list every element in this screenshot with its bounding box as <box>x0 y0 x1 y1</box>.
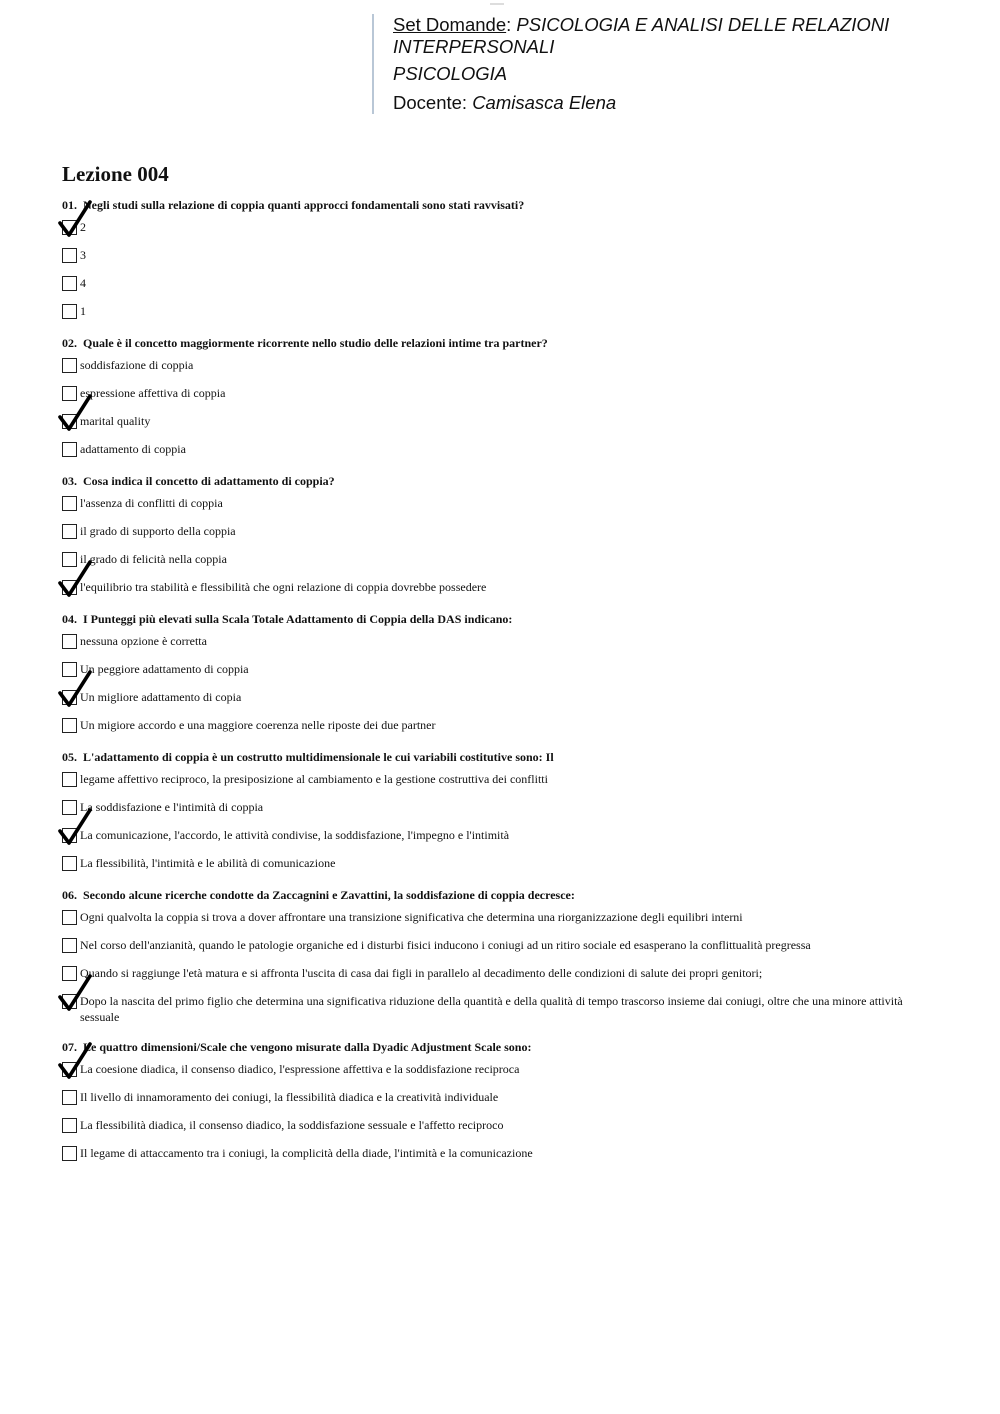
question-block <box>62 196 942 321</box>
answer-option-label: l'equilibrio tra stabilità e flessibilità che ogni relazione di coppia dovrebbe possedere <box>80 580 487 594</box>
answer-option-label: La coesione diadica, il consenso diadico, l'espressione affettiva e la soddisfazione reciproca <box>80 1062 520 1076</box>
question-block <box>62 334 942 459</box>
answer-option[interactable] <box>62 827 942 845</box>
answer-option[interactable] <box>62 413 942 431</box>
answer-checkbox[interactable] <box>62 524 77 539</box>
answer-option-label: il grado di supporto della coppia <box>80 524 236 538</box>
answer-option-label: Il livello di innamoramento dei coniugi, la flessibilità diadica e la creatività individuale <box>80 1090 499 1104</box>
answer-checkbox[interactable] <box>62 358 77 373</box>
answer-checkbox[interactable] <box>62 304 77 319</box>
answer-checkbox[interactable] <box>62 910 77 925</box>
question-prompt: Cosa indica il concetto di adattamento di coppia? <box>83 474 335 488</box>
answer-checkbox[interactable] <box>62 496 77 511</box>
answer-option-label: soddisfazione di coppia <box>80 358 194 372</box>
question-number: 02. <box>62 336 77 350</box>
answer-checkbox[interactable] <box>62 276 77 291</box>
answer-option-label: l'assenza di conflitti di coppia <box>80 496 223 510</box>
question-prompt: Negli studi sulla relazione di coppia quanti approcci fondamentali sono stati ravvisati? <box>83 198 525 212</box>
subject-area: PSICOLOGIA <box>393 63 508 84</box>
answer-option[interactable] <box>62 993 942 1025</box>
answer-checkbox[interactable] <box>62 1062 77 1077</box>
answer-checkbox[interactable] <box>62 690 77 705</box>
answer-checkbox[interactable] <box>62 856 77 871</box>
question-prompt: L'adattamento di coppia è un costrutto multidimensionale le cui variabili costitutive sono: Il <box>83 750 554 764</box>
question-number: 06. <box>62 888 77 902</box>
answer-option-label: Un migliore adattamento di copia <box>80 690 242 704</box>
answer-option-label: Quando si raggiunge l'età matura e si affronta l'uscita di casa dai figli in parallelo al decadimento delle condizioni di salute dei propri genitori; <box>80 966 763 980</box>
question-number: 03. <box>62 474 77 488</box>
answer-option-label: La comunicazione, l'accordo, le attività condivise, la soddisfazione, l'impegno e l'intimità <box>80 828 510 842</box>
answer-checkbox[interactable] <box>62 386 77 401</box>
question-block <box>62 748 942 873</box>
answer-checkbox[interactable] <box>62 662 77 677</box>
answer-checkbox[interactable] <box>62 800 77 815</box>
answer-option[interactable] <box>62 1061 942 1079</box>
question-prompt: Secondo alcune ricerche condotte da Zaccagnini e Zavattini, la soddisfazione di coppia decresce: <box>83 888 575 902</box>
question-text <box>62 472 942 490</box>
answer-option-label: il grado di felicità nella coppia <box>80 552 227 566</box>
answer-option-label: Un migiore accordo e una maggiore coerenza nelle riposte dei due partner <box>80 718 436 732</box>
answer-option[interactable] <box>62 495 942 513</box>
answer-option-label: La flessibilità, l'intimità e le abilità di comunicazione <box>80 856 336 870</box>
teacher-name: Camisasca Elena <box>472 92 617 113</box>
answer-option[interactable] <box>62 579 942 597</box>
question-prompt: Le quattro dimensioni/Scale che vengono misurate dalla Dyadic Adjustment Scale sono: <box>83 1040 532 1054</box>
answer-option[interactable] <box>62 855 942 873</box>
question-text <box>62 748 942 766</box>
answer-option-label: Un peggiore adattamento di coppia <box>80 662 249 676</box>
question-prompt: I Punteggi più elevati sulla Scala Totale Adattamento di Coppia della DAS indicano: <box>83 612 513 626</box>
set-colon: : <box>506 14 517 35</box>
answer-checkbox[interactable] <box>62 580 77 595</box>
answer-checkbox[interactable] <box>62 414 77 429</box>
question-text <box>62 610 942 628</box>
teacher-label: Docente: <box>393 92 473 113</box>
answer-option[interactable] <box>62 1089 942 1107</box>
question-list <box>62 196 942 1176</box>
answer-option-label: Ogni qualvolta la coppia si trova a dover affrontare una transizione significativa che determina una riorganizzazione degli equilibri interni <box>80 910 743 924</box>
answer-option[interactable] <box>62 1145 942 1163</box>
subject-name: PSICOLOGIA E ANALISI DELLE RELAZIONI INTERPERSONALI <box>393 14 890 57</box>
answer-option-label: nessuna opzione è corretta <box>80 634 207 648</box>
document-header <box>372 14 993 114</box>
answer-option-label: adattamento di coppia <box>80 442 186 456</box>
answer-option[interactable] <box>62 909 942 927</box>
answer-checkbox[interactable] <box>62 1090 77 1105</box>
answer-option[interactable] <box>62 551 942 569</box>
answer-option-label: La soddisfazione e l'intimità di coppia <box>80 800 264 814</box>
question-block <box>62 1038 942 1163</box>
question-text <box>62 886 942 904</box>
answer-option-label: 1 <box>80 304 86 318</box>
answer-checkbox[interactable] <box>62 248 77 263</box>
answer-checkbox[interactable] <box>62 994 77 1009</box>
answer-option[interactable] <box>62 247 942 265</box>
answer-checkbox[interactable] <box>62 552 77 567</box>
answer-option-label: La flessibilità diadica, il consenso diadico, la soddisfazione sessuale e l'affetto reciproco <box>80 1118 504 1132</box>
set-title <box>393 14 993 58</box>
answer-option[interactable] <box>62 717 942 735</box>
answer-checkbox[interactable] <box>62 828 77 843</box>
set-label: Set Domande <box>393 14 507 35</box>
answer-option[interactable] <box>62 523 942 541</box>
answer-option-label: Nel corso dell'anzianità, quando le patologie organiche ed i disturbi fisici inducono i coniugi ad un ritiro sociale ed esasperano la conflittualità pregressa <box>80 938 811 952</box>
answer-option[interactable] <box>62 1117 942 1135</box>
question-number: 04. <box>62 612 77 626</box>
answer-option[interactable] <box>62 275 942 293</box>
answer-option-label: Dopo la nascita del primo figlio che determina una significativa riduzione della quantità e della qualità di tempo trascorso insieme dai coniugi, oltre che una minore attività sessuale <box>80 994 903 1024</box>
answer-checkbox[interactable] <box>62 1118 77 1133</box>
question-prompt: Quale è il concetto maggiormente ricorrente nello studio delle relazioni intime tra partner? <box>83 336 548 350</box>
question-block <box>62 472 942 597</box>
answer-option[interactable] <box>62 771 942 789</box>
answer-checkbox[interactable] <box>62 220 77 235</box>
answer-option-label: marital quality <box>80 414 151 428</box>
top-marker <box>490 3 504 5</box>
answer-option-label: 3 <box>80 248 86 262</box>
answer-option[interactable] <box>62 689 942 707</box>
answer-option-label: 4 <box>80 276 86 290</box>
answer-option[interactable] <box>62 357 942 375</box>
question-number: 01. <box>62 198 77 212</box>
question-block <box>62 610 942 735</box>
question-text <box>62 334 942 352</box>
answer-checkbox[interactable] <box>62 718 77 733</box>
answer-option[interactable] <box>62 385 942 403</box>
question-number: 07. <box>62 1040 77 1054</box>
answer-checkbox[interactable] <box>62 966 77 981</box>
answer-checkbox[interactable] <box>62 772 77 787</box>
answer-option-label: Il legame di attaccamento tra i coniugi, la complicità della diade, l'intimità e la comunicazione <box>80 1146 533 1160</box>
answer-option[interactable] <box>62 633 942 651</box>
answer-option[interactable] <box>62 219 942 237</box>
question-number: 05. <box>62 750 77 764</box>
lesson-title: Lezione 004 <box>62 162 169 186</box>
teacher-line <box>393 92 993 114</box>
answer-checkbox[interactable] <box>62 442 77 457</box>
answer-checkbox[interactable] <box>62 1146 77 1161</box>
answer-option[interactable] <box>62 661 942 679</box>
answer-checkbox[interactable] <box>62 634 77 649</box>
answer-option-label: espressione affettiva di coppia <box>80 386 226 400</box>
answer-option[interactable] <box>62 441 942 459</box>
question-block <box>62 886 942 1025</box>
answer-option[interactable] <box>62 303 942 321</box>
answer-checkbox[interactable] <box>62 938 77 953</box>
answer-option-label: 2 <box>80 220 86 234</box>
answer-option-label: legame affettivo reciproco, la presiposizione al cambiamento e la gestione costruttiva dei conflitti <box>80 772 548 786</box>
answer-option[interactable] <box>62 799 942 817</box>
answer-option[interactable] <box>62 965 942 983</box>
question-text <box>62 1038 942 1056</box>
answer-option[interactable] <box>62 937 942 955</box>
question-text <box>62 196 942 214</box>
